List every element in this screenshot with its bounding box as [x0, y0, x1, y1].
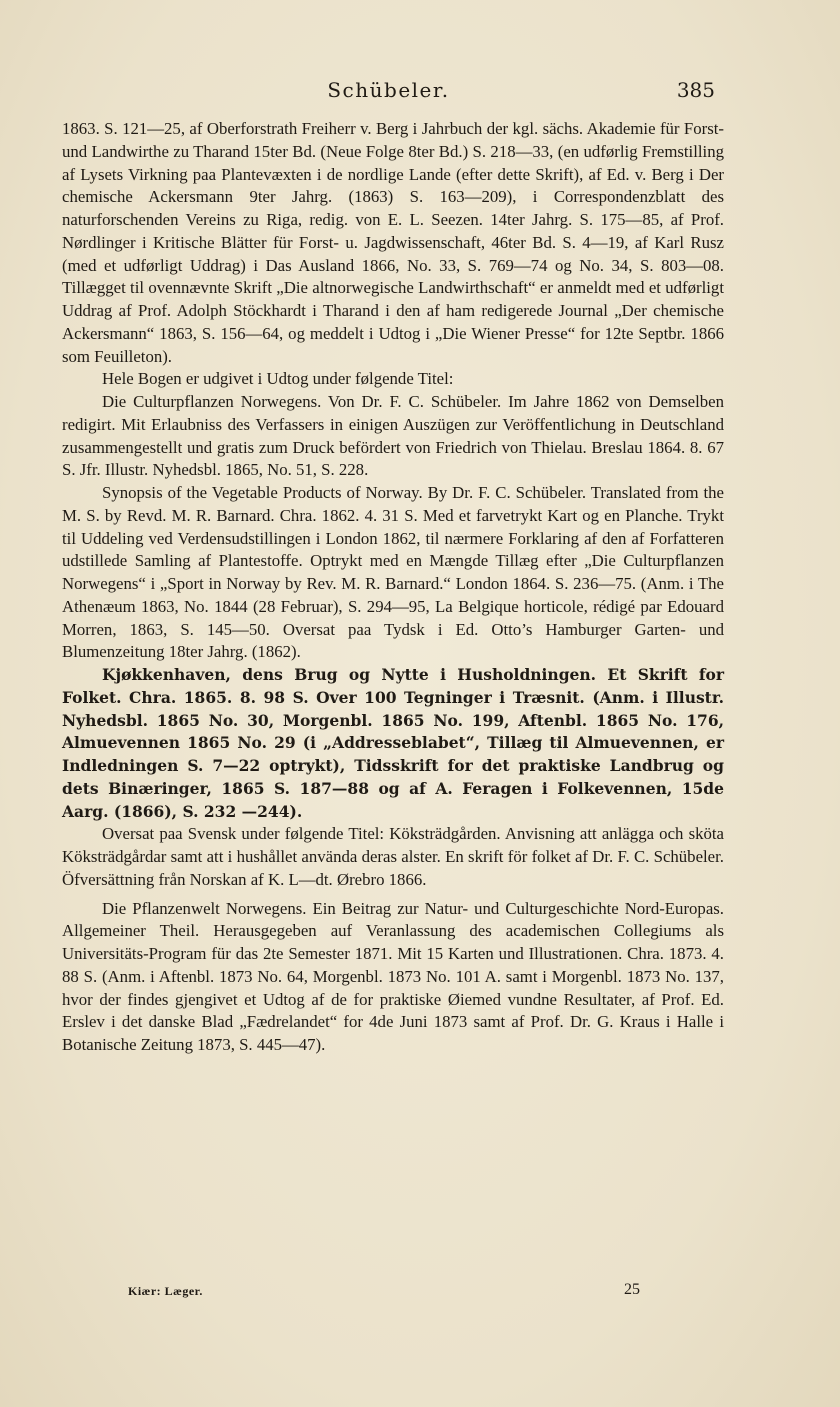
paragraph-kjokkenhaven: Kjøkkenhaven, dens Brug og Nytte i Husholdningen. Et Skrift for Folket. Chra. 1865. 8. 98 S. Over 100 Tegninger i Træsnit. (Anm. i Illustr. Nyhedsbl. 1865 No. 30, Morgenbl. 1865 No. 199, Aftenbl. 1865 No. 176, Almuevennen 1865 No. 29 (i „Addresseblabet“, Tillæg til Almuevennen, er Indledningen S. 7—22 optrykt), Tidsskrift for det praktiske Landbrug og dets Binæringer, 1865 S. 187—88 og af A. Feragen i Folkevennen, 15de Aarg. (1866), S. 232 —244).	[62, 665, 724, 821]
page-number: 385	[676, 78, 715, 102]
paragraph-reviews: 1863. S. 121—25, af Oberforstrath Freiherr v. Berg i Jahrbuch der kgl. sächs. Akademie für Forst- und Landwirthe zu Tharand 15ter Bd. (Neue Folge 8ter Bd.) S. 218—33, (en udførlig Fremstilling af Lysets Virkning paa Plantevæxten i de nordlige Lande (efter dette Skrift), af Ed. v. Berg i Der chemische Ackersmann 9ter Jahrg. (1863) S. 163—209), i Correspondenzblatt des naturforschenden Vereins zu Riga, redig. von E. L. Seezen. 14ter Jahrg. S. 175—85, af Prof. Nørdlinger i Kritische Blätter für Forst- u. Jagdwissenschaft, 46ter Bd. S. 4—19, af Karl Rusz (med et udførligt Uddrag) i Das Ausland 1866, No. 33, S. 769—74 og No. 34, S. 803—08. Tillægget til ovennævnte Skrift „Die altnorwegische Landwirthschaft“ er anmeldt med et udførligt Uddrag af Prof. Adolph Stöckhardt i Tharand i den af ham redigerede Journal „Der chemische Ackersmann“ 1863, S. 156—64, og meddelt i Udtog i „Die Wiener Presse“ for 12te Septbr. 1866 som Feuilleton).	[62, 119, 724, 366]
signature-mark: Kiær: Læger.	[128, 1284, 203, 1298]
paragraph-culturpflanzen: Die Culturpflanzen Norwegens. Von Dr. F. C. Schübeler. Im Jahre 1862 von Demselben redigirt. Mit Erlaubniss des Verfassers in einigen Auszügen zur Veröffentlichung in Deutschland zusammengestellt und gratis zum Druck befördert von Friedrich von Thielau. Breslau 1864. 8. 67 S. Jfr. Illustr. Nyhedsbl. 1865, No. 51, S. 228.	[62, 392, 724, 480]
sheet-number: 25	[624, 1281, 640, 1298]
body-text	[62, 118, 724, 1057]
paragraph-pflanzenwelt: Die Pflanzenwelt Norwegens. Ein Beitrag zur Natur- und Culturgeschichte Nord-Europas. Allgemeiner Theil. Herausgegeben auf Veranlassung des academischen Collegiums als Universitäts-Program für das 2te Semester 1871. Mit 15 Karten und Illustrationen. Chra. 1873. 4. 88 S. (Anm. i Aftenbl. 1873 No. 64, Morgenbl. 1873 No. 101 A. samt i Morgenbl. 1873 No. 137, hvor der findes gjengivet et Udtog af de for praktiske Øiemed vundne Resultater, af Prof. Ed. Erslev i det danske Blad „Fædrelandet“ for 4de Juni 1873 samt af Prof. Dr. G. Kraus i Halle i Botanische Zeitung 1873, S. 445—47).	[62, 898, 724, 1054]
paragraph-excerpt-intro: Hele Bogen er udgivet i Udtog under følgende Titel:	[102, 369, 454, 389]
page-footer	[128, 1281, 640, 1303]
running-head: Schübeler.	[327, 78, 450, 102]
paragraph-synopsis: Synopsis of the Vegetable Products of Norway. By Dr. F. C. Schübeler. Translated from the M. S. by Revd. M. R. Barnard. Chra. 1862. 4. 31 S. Med et farvetrykt Kart og en Planche. Trykt til Uddeling ved Verdensudstillingen i London 1862, til nærmere Forklaring af den af Forfatteren udstillede Samling af Plantestoffe. Optrykt med en Mængde Tillæg efter „Die Culturpflanzen Norwegens“ i „Sport in Norway by Rev. M. R. Barnard.“ London 1864. S. 236—75. (Anm. i The Athenæum 1863, No. 1844 (28 Februar), S. 294—95, La Belgique horticole, rédigé par Edouard Morren, 1863, S. 145—50. Oversat paa Tydsk i Ed. Otto’s Hamburger Garten- und Blumenzeitung 18ter Jahrg. (1862).	[62, 483, 724, 662]
paragraph-swedish-translation: Oversat paa Svensk under følgende Titel: Köksträdgården. Anvisning att anlägga och sköta Köksträdgårdar samt att i hushållet använda deras alster. En skrift för folket af Dr. F. C. Schübeler. Öfversättning från Norskan af K. L—dt. Ørebro 1866.	[62, 824, 724, 889]
page-header	[62, 78, 715, 108]
